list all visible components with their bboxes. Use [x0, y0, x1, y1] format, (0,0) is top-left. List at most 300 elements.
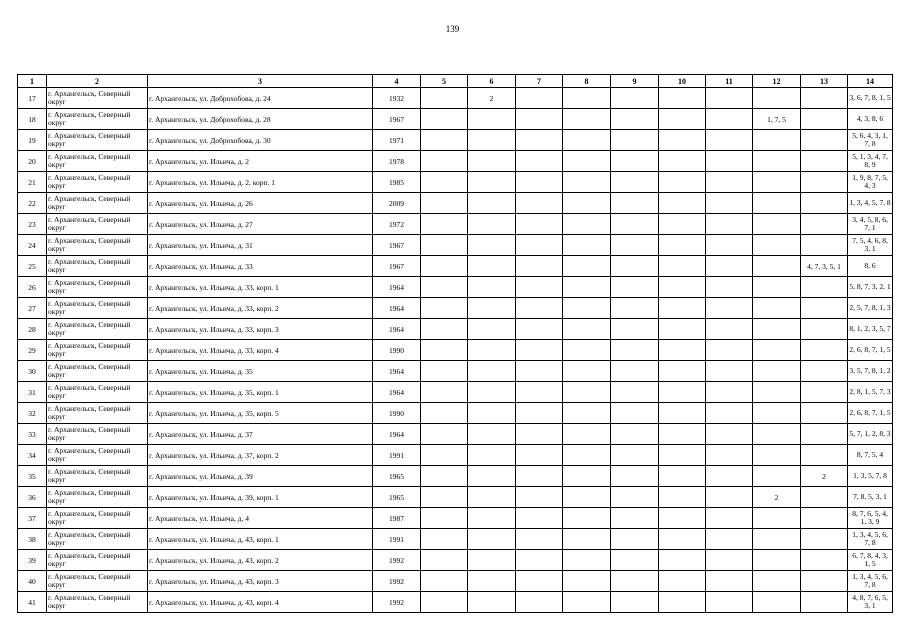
year-cell: 1991 [373, 445, 421, 466]
cell-col-6: 2 [468, 88, 516, 109]
cell-col-12 [753, 466, 801, 487]
cell-col-7 [516, 445, 563, 466]
row-number: 33 [18, 424, 47, 445]
table-row [18, 445, 893, 466]
cell-col-5 [421, 424, 468, 445]
column-header: 1 [18, 75, 47, 88]
year-cell: 1987 [373, 508, 421, 529]
cell-col-11 [706, 340, 753, 361]
cell-col-8 [563, 508, 611, 529]
district-cell: г. Архангельск, Северный округ [47, 298, 148, 319]
cell-col-14: 8, 7, 6, 5, 4, 1, 3, 9 [848, 508, 893, 529]
table-row [18, 214, 893, 235]
table-row [18, 130, 893, 151]
cell-col-11 [706, 172, 753, 193]
column-header: 2 [47, 75, 148, 88]
row-number: 29 [18, 340, 47, 361]
cell-col-10 [659, 214, 706, 235]
column-header: 7 [516, 75, 563, 88]
cell-col-14: 5, 6, 4, 3, 1, 7, 8 [848, 130, 893, 151]
cell-col-8 [563, 88, 611, 109]
cell-col-11 [706, 403, 753, 424]
column-header: 11 [706, 75, 753, 88]
row-number: 25 [18, 256, 47, 277]
cell-col-5 [421, 319, 468, 340]
year-cell: 1967 [373, 235, 421, 256]
cell-col-8 [563, 151, 611, 172]
cell-col-14: 2, 8, 1, 5, 7, 3 [848, 382, 893, 403]
cell-col-12 [753, 214, 801, 235]
cell-col-6 [468, 550, 516, 571]
cell-col-9 [611, 487, 659, 508]
cell-col-12 [753, 151, 801, 172]
cell-col-6 [468, 277, 516, 298]
cell-col-5 [421, 529, 468, 550]
cell-col-11 [706, 466, 753, 487]
cell-col-5 [421, 571, 468, 592]
address-cell: г. Архангельск, ул. Доброхобова, д. 24 [148, 88, 373, 109]
cell-col-9 [611, 466, 659, 487]
table-row [18, 466, 893, 487]
cell-col-13 [801, 130, 848, 151]
district-cell: г. Архангельск, Северный округ [47, 172, 148, 193]
column-header: 3 [148, 75, 373, 88]
cell-col-8 [563, 466, 611, 487]
cell-col-12 [753, 319, 801, 340]
cell-col-11 [706, 592, 753, 613]
year-cell: 1992 [373, 592, 421, 613]
address-cell: г. Архангельск, ул. Ильича, д. 43, корп. 4 [148, 592, 373, 613]
year-cell: 1932 [373, 88, 421, 109]
year-cell: 1985 [373, 172, 421, 193]
cell-col-10 [659, 508, 706, 529]
cell-col-6 [468, 340, 516, 361]
column-header: 6 [468, 75, 516, 88]
row-number: 27 [18, 298, 47, 319]
cell-col-14: 5, 8, 7, 3, 2, 1 [848, 277, 893, 298]
address-cell: г. Архангельск, ул. Ильича, д. 37, корп. 2 [148, 445, 373, 466]
cell-col-14: 1, 3, 4, 5, 6, 7, 8 [848, 571, 893, 592]
table-row [18, 109, 893, 130]
cell-col-11 [706, 130, 753, 151]
cell-col-8 [563, 571, 611, 592]
row-number: 24 [18, 235, 47, 256]
year-cell: 1967 [373, 256, 421, 277]
cell-col-9 [611, 109, 659, 130]
district-cell: г. Архангельск, Северный округ [47, 550, 148, 571]
address-cell: г. Архангельск, ул. Ильича, д. 39 [148, 466, 373, 487]
row-number: 40 [18, 571, 47, 592]
cell-col-8 [563, 340, 611, 361]
table-row [18, 298, 893, 319]
row-number: 18 [18, 109, 47, 130]
table-row [18, 382, 893, 403]
district-cell: г. Архангельск, Северный округ [47, 340, 148, 361]
cell-col-11 [706, 319, 753, 340]
cell-col-6 [468, 256, 516, 277]
cell-col-9 [611, 277, 659, 298]
year-cell: 1991 [373, 529, 421, 550]
district-cell: г. Архангельск, Северный округ [47, 571, 148, 592]
cell-col-6 [468, 298, 516, 319]
cell-col-11 [706, 571, 753, 592]
cell-col-10 [659, 571, 706, 592]
cell-col-5 [421, 109, 468, 130]
district-cell: г. Архангельск, Северный округ [47, 382, 148, 403]
row-number: 28 [18, 319, 47, 340]
cell-col-13 [801, 550, 848, 571]
cell-col-12 [753, 445, 801, 466]
cell-col-11 [706, 382, 753, 403]
table-row [18, 151, 893, 172]
cell-col-6 [468, 130, 516, 151]
cell-col-12 [753, 382, 801, 403]
cell-col-9 [611, 571, 659, 592]
district-cell: г. Архангельск, Северный округ [47, 529, 148, 550]
cell-col-8 [563, 487, 611, 508]
cell-col-14: 4, 3, 8, 6 [848, 109, 893, 130]
cell-col-9 [611, 508, 659, 529]
cell-col-8 [563, 382, 611, 403]
cell-col-6 [468, 319, 516, 340]
cell-col-13 [801, 109, 848, 130]
cell-col-12: 1, 7, 5 [753, 109, 801, 130]
cell-col-11 [706, 277, 753, 298]
cell-col-12 [753, 550, 801, 571]
cell-col-11 [706, 235, 753, 256]
cell-col-10 [659, 592, 706, 613]
address-cell: г. Архангельск, ул. Ильича, д. 33, корп. 4 [148, 340, 373, 361]
cell-col-8 [563, 319, 611, 340]
cell-col-7 [516, 277, 563, 298]
table-row [18, 508, 893, 529]
cell-col-12 [753, 193, 801, 214]
column-header: 10 [659, 75, 706, 88]
cell-col-7 [516, 109, 563, 130]
year-cell: 1965 [373, 487, 421, 508]
cell-col-14: 8, 7, 5, 4 [848, 445, 893, 466]
district-cell: г. Архангельск, Северный округ [47, 319, 148, 340]
cell-col-12 [753, 571, 801, 592]
cell-col-9 [611, 214, 659, 235]
cell-col-6 [468, 445, 516, 466]
cell-col-12 [753, 256, 801, 277]
district-cell: г. Архангельск, Северный округ [47, 277, 148, 298]
column-header: 9 [611, 75, 659, 88]
row-number: 31 [18, 382, 47, 403]
cell-col-9 [611, 298, 659, 319]
cell-col-8 [563, 445, 611, 466]
cell-col-9 [611, 382, 659, 403]
cell-col-6 [468, 592, 516, 613]
row-number: 36 [18, 487, 47, 508]
cell-col-13 [801, 298, 848, 319]
address-cell: г. Архангельск, ул. Ильича, д. 33, корп. 2 [148, 298, 373, 319]
cell-col-12 [753, 403, 801, 424]
cell-col-14: 2, 6, 8, 7, 1, 5 [848, 403, 893, 424]
cell-col-5 [421, 445, 468, 466]
row-number: 34 [18, 445, 47, 466]
cell-col-9 [611, 424, 659, 445]
cell-col-9 [611, 256, 659, 277]
cell-col-7 [516, 361, 563, 382]
year-cell: 1992 [373, 571, 421, 592]
column-header: 5 [421, 75, 468, 88]
cell-col-13 [801, 487, 848, 508]
cell-col-11 [706, 256, 753, 277]
cell-col-10 [659, 466, 706, 487]
cell-col-11 [706, 487, 753, 508]
cell-col-9 [611, 319, 659, 340]
cell-col-10 [659, 88, 706, 109]
cell-col-10 [659, 550, 706, 571]
cell-col-11 [706, 193, 753, 214]
cell-col-12 [753, 298, 801, 319]
row-number: 26 [18, 277, 47, 298]
cell-col-7 [516, 172, 563, 193]
cell-col-5 [421, 256, 468, 277]
cell-col-5 [421, 592, 468, 613]
cell-col-5 [421, 130, 468, 151]
table-row [18, 277, 893, 298]
cell-col-6 [468, 424, 516, 445]
cell-col-13 [801, 382, 848, 403]
address-cell: г. Архангельск, ул. Ильича, д. 43, корп. 1 [148, 529, 373, 550]
cell-col-10 [659, 424, 706, 445]
district-cell: г. Архангельск, Северный округ [47, 193, 148, 214]
cell-col-12 [753, 529, 801, 550]
cell-col-13 [801, 424, 848, 445]
cell-col-13 [801, 235, 848, 256]
row-number: 39 [18, 550, 47, 571]
cell-col-5 [421, 487, 468, 508]
table-row [18, 88, 893, 109]
cell-col-7 [516, 151, 563, 172]
year-cell: 1964 [373, 382, 421, 403]
cell-col-8 [563, 193, 611, 214]
cell-col-13 [801, 193, 848, 214]
cell-col-11 [706, 88, 753, 109]
column-header: 13 [801, 75, 848, 88]
cell-col-13 [801, 529, 848, 550]
cell-col-6 [468, 508, 516, 529]
cell-col-14: 5, 7, 1, 2, 8, 3 [848, 424, 893, 445]
cell-col-5 [421, 361, 468, 382]
address-cell: г. Архангельск, ул. Ильича, д. 4 [148, 508, 373, 529]
cell-col-10 [659, 151, 706, 172]
cell-col-9 [611, 592, 659, 613]
cell-col-7 [516, 298, 563, 319]
cell-col-5 [421, 151, 468, 172]
cell-col-7 [516, 235, 563, 256]
table-row [18, 340, 893, 361]
year-cell: 1965 [373, 466, 421, 487]
cell-col-6 [468, 235, 516, 256]
cell-col-13 [801, 172, 848, 193]
cell-col-7 [516, 571, 563, 592]
cell-col-9 [611, 550, 659, 571]
cell-col-6 [468, 487, 516, 508]
cell-col-8 [563, 361, 611, 382]
cell-col-9 [611, 88, 659, 109]
table-row [18, 361, 893, 382]
cell-col-7 [516, 487, 563, 508]
cell-col-10 [659, 445, 706, 466]
cell-col-7 [516, 382, 563, 403]
year-cell: 1967 [373, 109, 421, 130]
district-cell: г. Архангельск, Северный округ [47, 403, 148, 424]
column-header: 12 [753, 75, 801, 88]
table-row [18, 193, 893, 214]
row-number: 20 [18, 151, 47, 172]
table-row [18, 529, 893, 550]
column-header: 8 [563, 75, 611, 88]
cell-col-6 [468, 529, 516, 550]
address-cell: г. Архангельск, ул. Ильича, д. 33, корп. 1 [148, 277, 373, 298]
table-row [18, 424, 893, 445]
district-cell: г. Архангельск, Северный округ [47, 214, 148, 235]
cell-col-12: 2 [753, 487, 801, 508]
cell-col-10 [659, 130, 706, 151]
cell-col-8 [563, 130, 611, 151]
district-cell: г. Архангельск, Северный округ [47, 88, 148, 109]
table-row [18, 172, 893, 193]
cell-col-10 [659, 403, 706, 424]
cell-col-10 [659, 298, 706, 319]
table-row [18, 256, 893, 277]
address-cell: г. Архангельск, ул. Ильича, д. 35, корп. 1 [148, 382, 373, 403]
cell-col-7 [516, 193, 563, 214]
cell-col-7 [516, 466, 563, 487]
cell-col-5 [421, 382, 468, 403]
district-cell: г. Архангельск, Северный округ [47, 445, 148, 466]
cell-col-12 [753, 340, 801, 361]
cell-col-13 [801, 214, 848, 235]
cell-col-7 [516, 214, 563, 235]
cell-col-8 [563, 550, 611, 571]
cell-col-9 [611, 403, 659, 424]
cell-col-12 [753, 235, 801, 256]
cell-col-7 [516, 340, 563, 361]
cell-col-7 [516, 592, 563, 613]
cell-col-8 [563, 298, 611, 319]
cell-col-14: 1, 3, 5, 7, 8 [848, 466, 893, 487]
district-cell: г. Архангельск, Северный округ [47, 424, 148, 445]
cell-col-11 [706, 298, 753, 319]
cell-col-13 [801, 88, 848, 109]
table-row [18, 592, 893, 613]
year-cell: 1972 [373, 214, 421, 235]
cell-col-10 [659, 172, 706, 193]
cell-col-10 [659, 361, 706, 382]
year-cell: 1992 [373, 550, 421, 571]
row-number: 19 [18, 130, 47, 151]
cell-col-14: 7, 5, 4, 6, 8, 3, 1 [848, 235, 893, 256]
cell-col-5 [421, 235, 468, 256]
cell-col-13 [801, 403, 848, 424]
cell-col-7 [516, 88, 563, 109]
district-cell: г. Архангельск, Северный округ [47, 235, 148, 256]
cell-col-8 [563, 403, 611, 424]
table-row [18, 235, 893, 256]
district-cell: г. Архангельск, Северный округ [47, 151, 148, 172]
address-cell: г. Архангельск, ул. Ильича, д. 35, корп. 5 [148, 403, 373, 424]
address-cell: г. Архангельск, ул. Доброхобова, д. 30 [148, 130, 373, 151]
address-cell: г. Архангельск, ул. Ильича, д. 26 [148, 193, 373, 214]
address-cell: г. Архангельск, ул. Ильича, д. 31 [148, 235, 373, 256]
district-cell: г. Архангельск, Северный округ [47, 508, 148, 529]
row-number: 22 [18, 193, 47, 214]
year-cell: 1964 [373, 361, 421, 382]
cell-col-9 [611, 130, 659, 151]
district-cell: г. Архангельск, Северный округ [47, 592, 148, 613]
cell-col-14: 3, 6, 7, 8, 1, 5 [848, 88, 893, 109]
cell-col-12 [753, 592, 801, 613]
cell-col-12 [753, 277, 801, 298]
year-cell: 1990 [373, 403, 421, 424]
table-row [18, 550, 893, 571]
cell-col-5 [421, 508, 468, 529]
cell-col-9 [611, 235, 659, 256]
year-cell: 1978 [373, 151, 421, 172]
row-number: 37 [18, 508, 47, 529]
cell-col-11 [706, 529, 753, 550]
cell-col-7 [516, 130, 563, 151]
cell-col-5 [421, 88, 468, 109]
district-cell: г. Архангельск, Северный округ [47, 256, 148, 277]
cell-col-14: 2, 5, 7, 8, 1, 3 [848, 298, 893, 319]
cell-col-6 [468, 151, 516, 172]
table-row [18, 319, 893, 340]
address-cell: г. Архангельск, ул. Ильича, д. 35 [148, 361, 373, 382]
cell-col-5 [421, 550, 468, 571]
district-cell: г. Архангельск, Северный округ [47, 361, 148, 382]
cell-col-13 [801, 340, 848, 361]
cell-col-10 [659, 340, 706, 361]
cell-col-10 [659, 235, 706, 256]
year-cell: 1990 [373, 340, 421, 361]
cell-col-8 [563, 235, 611, 256]
cell-col-11 [706, 508, 753, 529]
cell-col-8 [563, 172, 611, 193]
cell-col-11 [706, 550, 753, 571]
cell-col-12 [753, 172, 801, 193]
cell-col-6 [468, 466, 516, 487]
cell-col-7 [516, 508, 563, 529]
address-cell: г. Архангельск, ул. Ильича, д. 39, корп. 1 [148, 487, 373, 508]
cell-col-5 [421, 298, 468, 319]
cell-col-11 [706, 361, 753, 382]
cell-col-9 [611, 172, 659, 193]
cell-col-11 [706, 214, 753, 235]
cell-col-6 [468, 382, 516, 403]
cell-col-14: 8, 1, 2, 3, 5, 7 [848, 319, 893, 340]
cell-col-7 [516, 403, 563, 424]
cell-col-13: 2 [801, 466, 848, 487]
cell-col-14: 8, 6 [848, 256, 893, 277]
cell-col-14: 3, 5, 7, 8, 1, 2 [848, 361, 893, 382]
cell-col-14: 1, 3, 4, 5, 6, 7, 8 [848, 529, 893, 550]
cell-col-8 [563, 424, 611, 445]
row-number: 23 [18, 214, 47, 235]
cell-col-12 [753, 361, 801, 382]
row-number: 41 [18, 592, 47, 613]
cell-col-7 [516, 424, 563, 445]
cell-col-12 [753, 508, 801, 529]
cell-col-10 [659, 277, 706, 298]
row-number: 17 [18, 88, 47, 109]
row-number: 32 [18, 403, 47, 424]
